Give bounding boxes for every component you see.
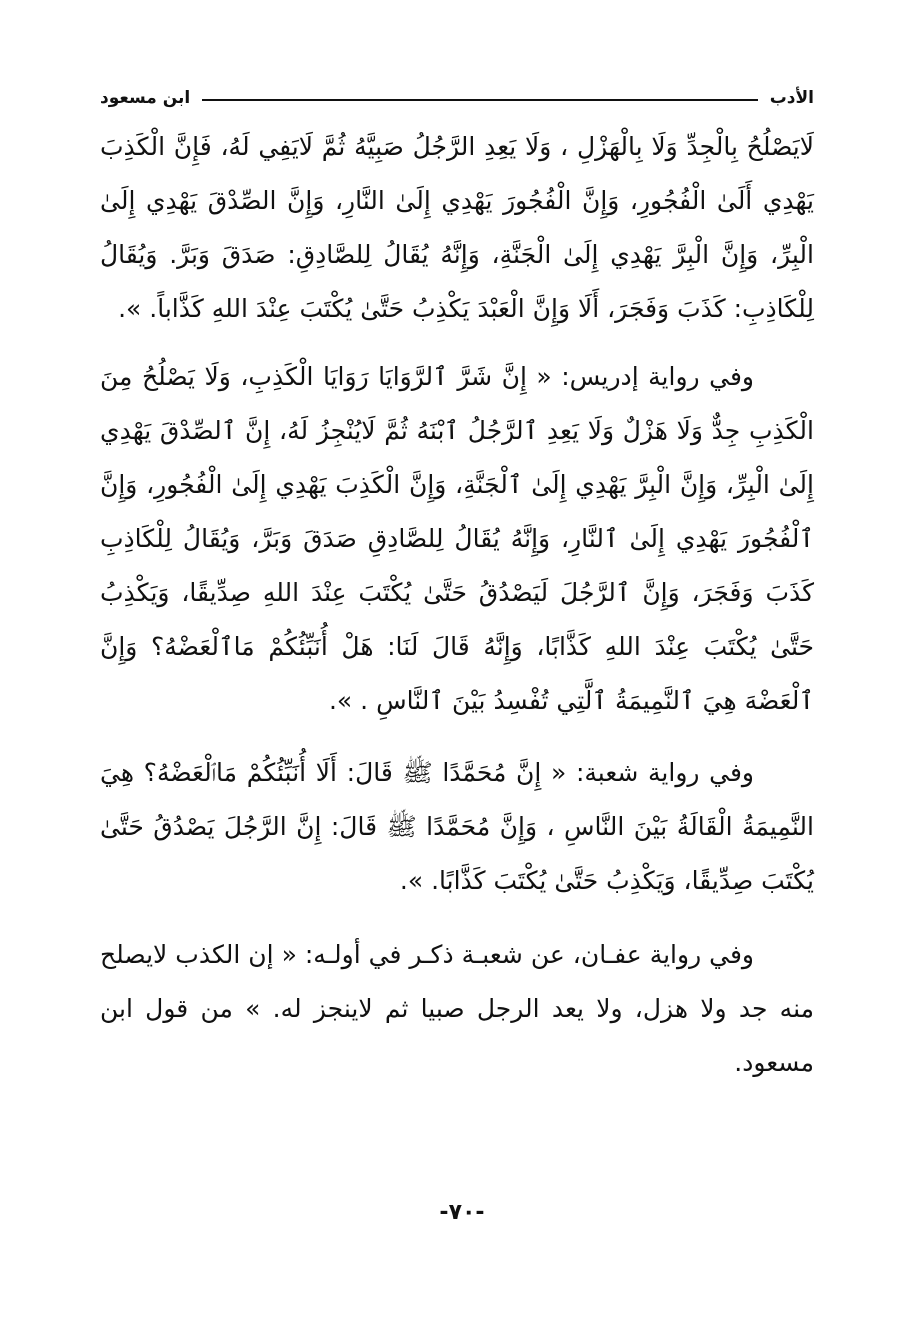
paragraph-idris-narration: وفي رواية إدريس: « إِنَّ شَرَّ ٱلرَّوَايَا رَوَايَا الْكَذِبِ، وَلَا يَصْلُحُ مِنَ الْكَذِبِ جِدٌّ وَلَا هَزْلٌ وَلَا يَعِدِ ٱلرَّجُلُ ٱبْنَهُ ثُمَّ لَايُنْجِزُ لَهُ، إِنَّ ٱلصِّدْقَ يَهْدِي إِلَىٰ الْبِرِّ، وَإِنَّ الْبِرَّ يَهْدِي إِلَىٰ ٱلْجَنَّةِ، وَإِنَّ الْكَذِبَ يَهْدِي إِلَىٰ الْفُجُورِ، وَإِنَّ ٱلْفُجُورَ يَهْدِي إِلَىٰ ٱلنَّارِ، وَإِنَّهُ يُقَالُ لِلصَّادِقِ صَدَقَ وَبَرَّ، وَيُقَالُ لِلْكَاذِبِ كَذَبَ وَفَجَرَ، وَإِنَّ ٱلرَّجُلَ لَيَصْدُقُ حَتَّىٰ يُكْتَبَ عِنْدَ اللهِ صِدِّيقًا، وَيَكْذِبُ حَتَّىٰ يُكْتَبَ عِنْدَ اللهِ كَذَّابًا، وَإِنَّهُ قَالَ لَنَا: هَلْ أُنَبِّئُكُمْ مَاٱلْعَضْهُ؟ وَإِنَّ ٱلْعَضْهَ هِيَ ٱلنَّمِيمَةُ ٱلَّتِي تُفْسِدُ بَيْنَ ٱلنَّاسِ . ». bbox=[100, 362, 814, 715]
running-header bbox=[100, 82, 814, 114]
chapter-title: الأدب bbox=[769, 88, 814, 108]
author-name: ابن مسعود bbox=[100, 88, 191, 108]
paragraph-continuation: لَايَصْلُحُ بِالْجِدِّ وَلَا بِالْهَزْلِ ، وَلَا يَعِدِ الرَّجُلُ صَبِيَّهُ ثُمَّ لَايَفِي لَهُ، فَإِنَّ الْكَذِبَ يَهْدِي أَلَىٰ الْفُجُورِ، وَإِنَّ الْفُجُورَ يَهْدِي إِلَىٰ النَّارِ، وَإِنَّ الصِّدْقَ يَهْدِي إِلَىٰ الْبِرِّ، وَإِنَّ الْبِرَّ يَهْدِي إِلَىٰ الْجَنَّةِ، وَإِنَّهُ يُقَالُ لِلصَّادِقِ: صَدَقَ وَبَرَّ. وَيُقَالُ لِلْكَاذِبِ: كَذَبَ وَفَجَرَ، أَلَا وَإِنَّ الْعَبْدَ يَكْذِبُ حَتَّىٰ يُكْتَبَ عِنْدَ اللهِ كَذَّاباً. ». bbox=[100, 132, 814, 323]
page-number: -٧٠- bbox=[439, 1200, 485, 1225]
paragraph-affan-narration: وفي رواية عفـان، عن شعبـة ذكـر في أولـه: « إن الكذب لايصلح منه جد ولا هزل، ولا يعد الرجل صبيا ثم لاينجز له. » من قول ابن مسعود. bbox=[100, 940, 814, 1077]
paragraph-shuba-narration: وفي رواية شعبة: « إِنَّ مُحَمَّدًا ﷺ قَالَ: أَلَا أُنَبِّئُكُمْ مَاٱلْعَضْهُ؟ هِيَ النَّمِيمَةُ الْقَالَةُ بَيْنَ النَّاسِ ، وَإِنَّ مُحَمَّدًا ﷺ قَالَ: إِنَّ الرَّجُلَ يَصْدُقُ حَتَّىٰ يُكْتَبَ صِدِّيقًا، وَيَكْذِبُ حَتَّىٰ يُكْتَبَ كَذَّابًا. ». bbox=[100, 758, 814, 895]
body-text bbox=[100, 120, 814, 1090]
header-rule bbox=[202, 99, 757, 101]
